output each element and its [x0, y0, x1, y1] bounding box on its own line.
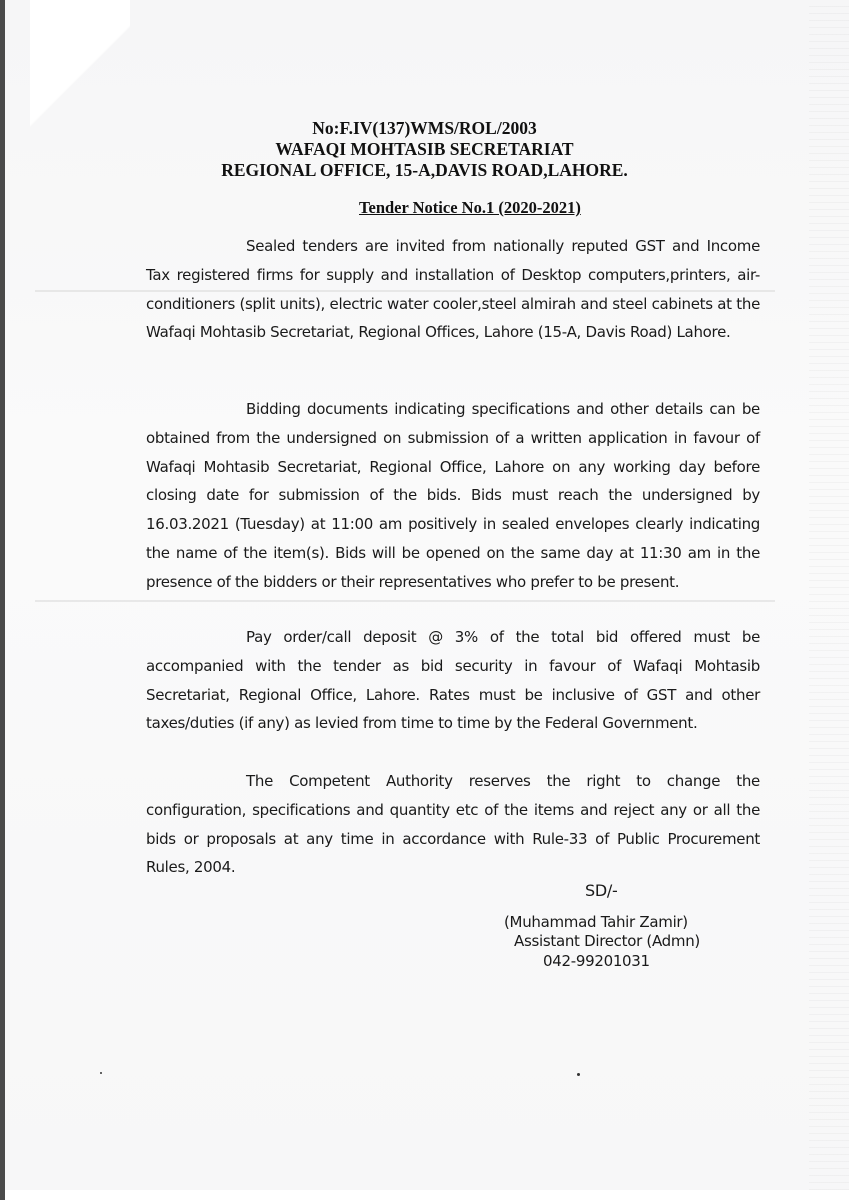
paragraph-invitation: Sealed tenders are invited from nationally reputed GST and Income Tax registered firms for supply and installation of Desktop computers,printers, air-conditioners (split units), electric water cooler,steel almirah and steel cabinets at the Wafaqi Mohtasib Secretariat, Regional Offices, Lahore (15-A, Davis Road) Lahore. — [146, 237, 760, 342]
office-address: REGIONAL OFFICE, 15-A,DAVIS ROAD,LAHORE. — [221, 160, 628, 180]
notice-title: Tender Notice No.1 (2020-2021) — [359, 198, 581, 217]
letterhead — [0, 118, 849, 181]
paragraph-authority-rights: The Competent Authority reserves the right to change the configuration, specifications and quantity etc of the items and reject any or all the bids or proposals at any time in accordance with Rule-33 of Public Procurement Rules, 2004. — [146, 772, 760, 877]
signatory-designation: Assistant Director (Admn) — [514, 932, 700, 950]
paper-crease — [35, 600, 775, 602]
scan-speck — [100, 1072, 102, 1074]
reference-number: No:F.IV(137)WMS/ROL/2003 — [312, 118, 537, 138]
paragraph-bidding-documents: Bidding documents indicating specifications and other details can be obtained from the undersigned on submission of a written application in favour of Wafaqi Mohtasib Secretariat, Regional Office, Lahore on any working day before closing date for submission of the bids. Bids must reach the undersigned by 16.03.2021 (Tuesday) at 11:00 am positively in sealed envelopes clearly indicating the name of the item(s). Bids will be opened on the same day at 11:30 am in the presence of the bidders or their representatives who prefer to be present. — [146, 400, 760, 591]
scan-speck — [577, 1073, 580, 1076]
organization-name: WAFAQI MOHTASIB SECRETARIAT — [275, 139, 574, 159]
signatory-phone: 042-99201031 — [543, 952, 650, 970]
signature-mark: SD/- — [585, 881, 618, 900]
signatory-name: (Muhammad Tahir Zamir) — [504, 913, 688, 931]
paragraph-bid-security: Pay order/call deposit @ 3% of the total bid offered must be accompanied with the tender as bid security in favour of Wafaqi Mohtasib Secretariat, Regional Office, Lahore. Rates must be inclusive of GST and other taxes/duties (if any) as levied from time to time by the Federal Government. — [146, 628, 760, 733]
